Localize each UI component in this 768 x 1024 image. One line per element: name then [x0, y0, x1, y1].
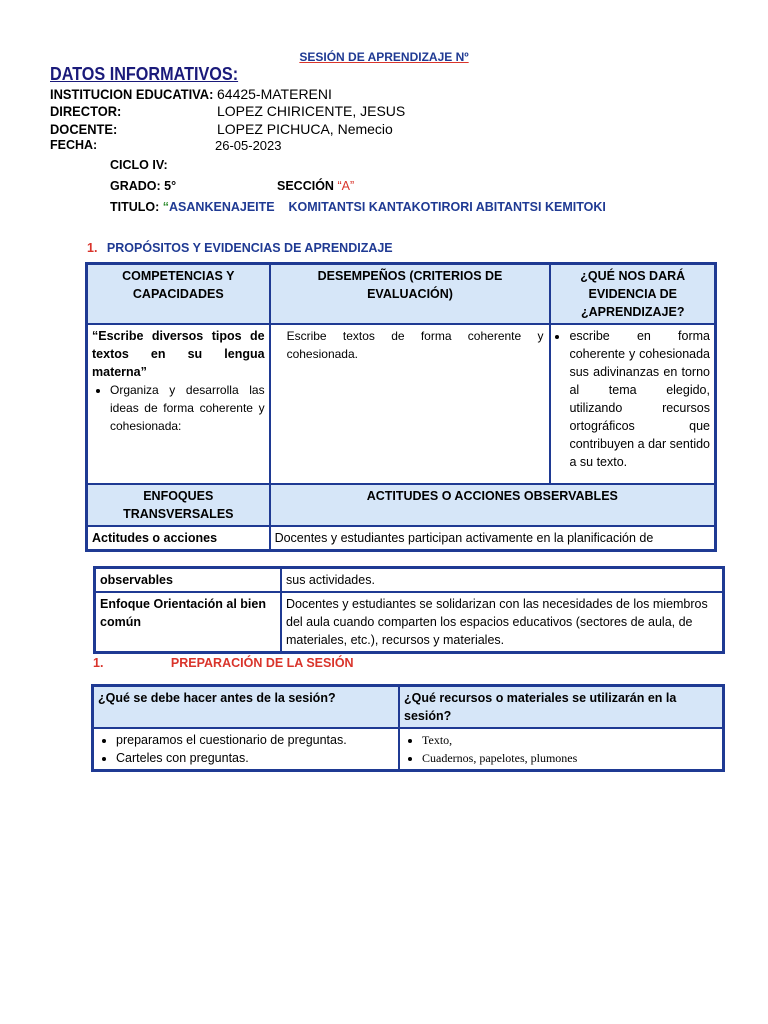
seccion-label: SECCIÓN [277, 179, 334, 193]
capacidad-item: • Organiza y desarrolla las ideas de forma coherente y cohesionada: [110, 381, 265, 435]
grado-label: GRADO: 5° [110, 179, 177, 193]
col-evidencia-header: ¿QUÉ NOS DARÁ EVIDENCIA DE ¿APRENDIZAJE? [550, 264, 715, 324]
ciclo-label: CICLO IV: [110, 158, 168, 172]
titulo-label: TITULO: [110, 200, 160, 214]
section1-heading [87, 241, 393, 255]
enfoque-value: Docentes y estudiantes se solidarizan con las necesidades de los miembros del aula cuando comparten los espacios educativos (sectores de aula, de materiales, etc.), recursos y materiales. [281, 592, 723, 652]
evidencia-item: • escribe en forma coherente y cohesionada sus adivinanzas en torno al tema elegido, utilizando recursos ortográficos que contribuyen a dar sentido a su texto. [569, 327, 710, 471]
evidencia-cell [550, 324, 715, 484]
datos-informativos-heading: DATOS INFORMATIVOS: [50, 64, 239, 84]
col-competencias-header: COMPETENCIAS Y CAPACIDADES [87, 264, 270, 324]
institucion-value: 64425-MATERENI [217, 86, 332, 102]
recursos-header: ¿Qué recursos o materiales se utilizarán en la sesión? [399, 686, 723, 728]
docente-label: DOCENTE: [50, 121, 118, 137]
titulo [110, 200, 606, 214]
seccion-value: “A” [337, 179, 355, 193]
purposes-table [85, 262, 717, 552]
actitudes-header: ACTITUDES O ACCIONES OBSERVABLES [270, 484, 715, 526]
actitudes-value-part2: sus actividades. [281, 568, 723, 592]
recursos-cell [399, 728, 723, 770]
recursos-item: • Cuadernos, papelotes, plumones [422, 749, 718, 767]
titulo-open-quote: “ [162, 200, 170, 214]
enfoques-header: ENFOQUES TRANSVERSALES [87, 484, 270, 526]
section1-number: 1. [87, 241, 98, 255]
titulo-value: ASANKENAJEITE KOMITANTSI KANTAKOTIRORI ABITANTSI KEMITOKI [169, 200, 606, 214]
antes-item: • preparamos el cuestionario de preguntas. [116, 731, 394, 749]
enfoques-table [93, 566, 725, 654]
session-title: SESIÓN DE APRENDIZAJE Nº [299, 50, 469, 64]
actitudes-value-part1: Docentes y estudiantes participan activamente en la planificación de [270, 526, 715, 550]
section2-title: PREPARACIÓN DE LA SESIÓN [170, 656, 354, 670]
enfoque-label: Enfoque Orientación al bien común [95, 592, 281, 652]
recursos-item: • Texto, [422, 731, 718, 749]
actitudes-label-part1: Actitudes o acciones [87, 526, 270, 550]
docente-value: LOPEZ PICHUCA, Nemecio [217, 121, 393, 137]
preparation-table [91, 684, 725, 772]
antes-cell [93, 728, 399, 770]
seccion [277, 179, 354, 193]
section2-number: 1. [93, 656, 104, 670]
competencia-text: “Escribe diversos tipos de textos en su lengua materna” [92, 329, 265, 379]
desempeno-cell: Escribe textos de forma coherente y cohesionada. [270, 324, 551, 484]
institucion-label: INSTITUCION EDUCATIVA: [50, 86, 214, 102]
section1-title: PROPÓSITOS Y EVIDENCIAS DE APRENDIZAJE [106, 241, 393, 255]
competencia-cell [87, 324, 270, 484]
director-value: LOPEZ CHIRICENTE, JESUS [217, 103, 406, 119]
director-label: DIRECTOR: [50, 103, 122, 119]
fecha-value: 26-05-2023 [215, 138, 282, 153]
col-desempenos-header: DESEMPEÑOS (CRITERIOS DE EVALUACIÓN) [270, 264, 551, 324]
actitudes-label-part2: observables [95, 568, 281, 592]
fecha-label: FECHA: [50, 138, 98, 152]
section2-heading [93, 656, 354, 670]
antes-item: • Carteles con preguntas. [116, 749, 394, 767]
antes-header: ¿Qué se debe hacer antes de la sesión? [93, 686, 399, 728]
